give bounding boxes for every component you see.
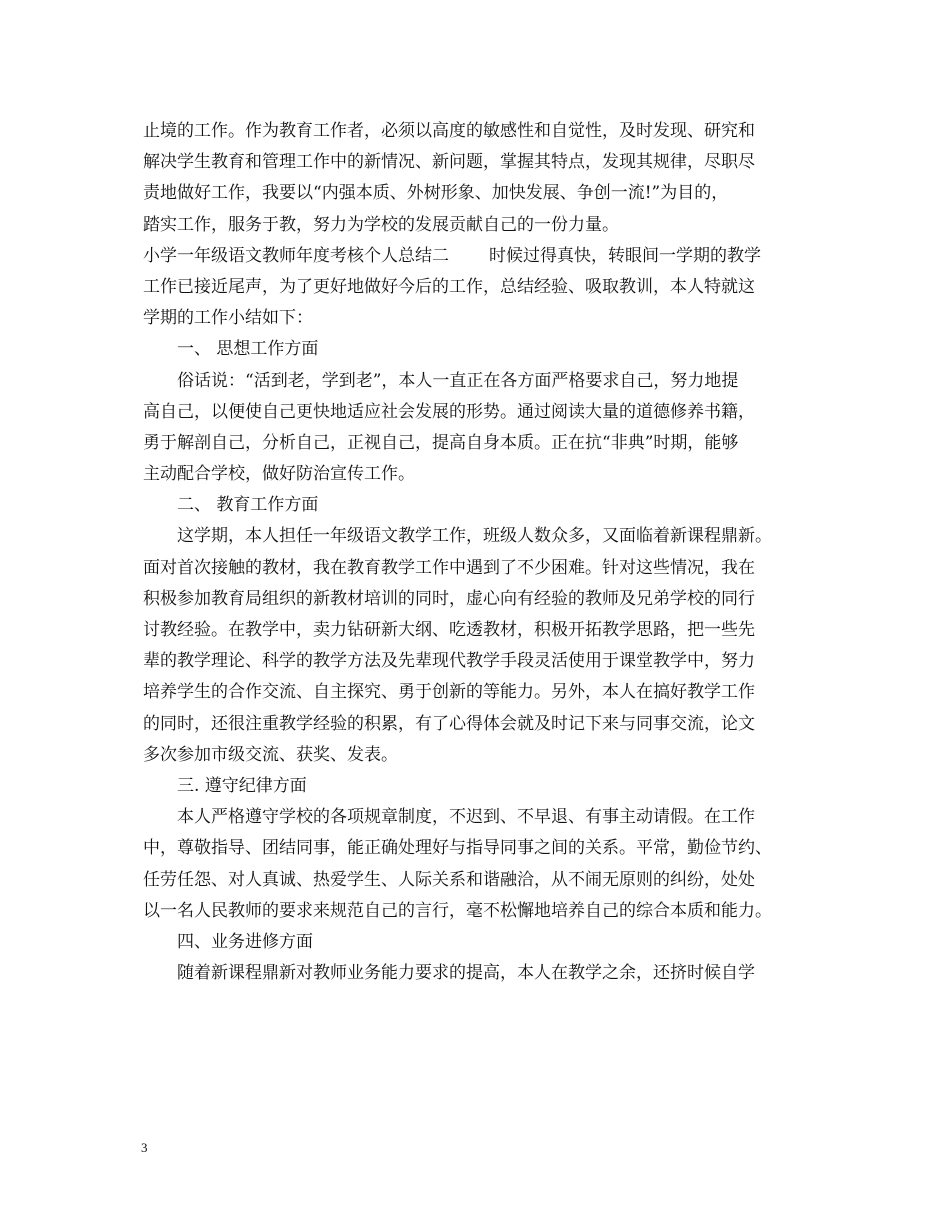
paragraph-line: 这学期，本人担任一年级语文教学工作，班级人数众多，又面临着新课程鼎新。 (177, 526, 772, 547)
paragraph-line: 俗话说：“活到老，学到老”，本人一直正在各方面严格要求自己，努力地提 (177, 370, 739, 391)
text-line: 培养学生的合作交流、自主探究、勇于创新的等能力。另外，本人在搞好教学工作 (143, 682, 755, 703)
section-heading: 四、业务进修方面 (177, 931, 313, 952)
text-line: 讨教经验。在教学中，卖力钻研新大纲、吃透教材，积极开拓教学思路，把一些先 (143, 620, 755, 640)
text-line: 高自己，以便使自己更快地适应社会发展的形势。通过阅读大量的道德修养书籍， (143, 401, 755, 422)
section-heading: 二、 教育工作方面 (177, 495, 319, 516)
document-body (143, 116, 813, 989)
text-line: 任劳任怨、对人真诚、热爱学生、人际关系和谐融洽，从不闹无原则的纠纷，处处 (143, 869, 755, 890)
section-heading: 一、 思想工作方面 (177, 339, 319, 360)
page-number: 3 (141, 1140, 148, 1155)
document-title: 小学一年级语文教师年度考核个人总结二 (143, 245, 449, 266)
paragraph-line: 随着新课程鼎新对教师业务能力要求的提高，本人在教学之余，还挤时候自学 (177, 963, 755, 984)
text-line: 责地做好工作，我要以“内强本质、外树形象、加快发展、争创一流!”为目的， (143, 183, 729, 204)
paragraph-start: 时候过得真快，转眼间一学期的教学 (489, 245, 761, 266)
text-line: 踏实工作，服务于教，努力为学校的发展贡献自己的一份力量。 (143, 214, 619, 235)
text-line: 多次参加市级交流、获奖、发表。 (143, 744, 398, 765)
text-line: 止境的工作。作为教育工作者，必须以高度的敏感性和自觉性，及时发现、研究和 (143, 121, 755, 141)
text-line: 辈的教学理论、科学的教学方法及先辈现代教学手段灵活使用于课堂教学中，努力 (143, 651, 755, 672)
text-line: 工作已接近尾声，为了更好地做好今后的工作，总结经验、吸取教训，本人特就这 (143, 276, 755, 297)
text-line: 主动配合学校，做好防治宣传工作。 (143, 464, 415, 485)
text-line: 中，尊敬指导、团结同事，能正确处理好与指导同事之间的关系。平常，勤俭节约、 (143, 838, 772, 859)
text-line: 的同时，还很注重教学经验的积累，有了心得体会就及时记下来与同事交流，论文 (143, 713, 755, 734)
paragraph-line: 本人严格遵守学校的各项规章制度，不迟到、不早退、有事主动请假。在工作 (177, 807, 755, 828)
section-heading: 三. 遵守纪律方面 (177, 775, 307, 796)
text-line: 解决学生教育和管理工作中的新情况、新问题，掌握其特点，发现其规律，尽职尽 (143, 152, 755, 173)
text-line: 学期的工作小结如下： (143, 308, 313, 329)
text-line: 勇于解剖自己，分析自己，正视自己，提高自身本质。正在抗“非典”时期，能够 (143, 432, 739, 453)
text-line: 积极参加教育局组织的新教材培训的同时，虚心向有经验的教师及兄弟学校的同行 (143, 588, 755, 609)
section-title-line (143, 241, 813, 272)
text-line: 以一名人民教师的要求来规范自己的言行，毫不松懈地培养自己的综合本质和能力。 (143, 900, 772, 921)
text-line: 面对首次接触的教材，我在教育教学工作中遇到了不少困难。针对这些情况，我在 (143, 557, 755, 578)
